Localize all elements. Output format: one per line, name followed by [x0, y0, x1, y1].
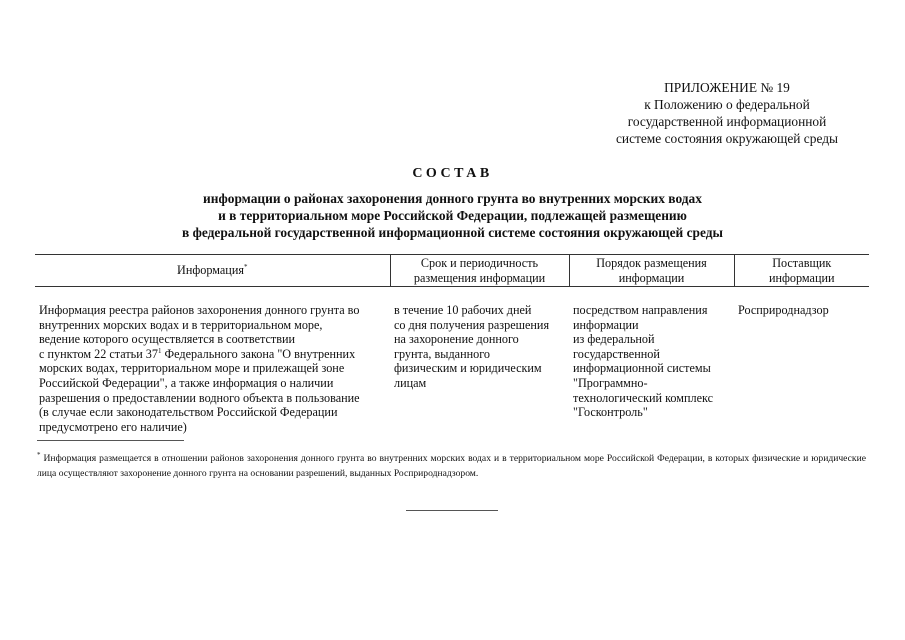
cell-information: Информация реестра районов захоронения донного грунта во внутренних морских водах и в территориальном море, ведение которого осуществляется в соответствии с пунктом 22 статьи $37^1$ Федерального закона "О внутренних морских водах, территориальном море и прилежащей зоне Российской Федерации", а также информация о наличии разрешения о предоставлении водного объекта в пользование (в случае если законодательством Российской Федерации предусмотрено его наличие) [39, 303, 360, 434]
appendix-header [597, 79, 857, 147]
footnote-divider [37, 440, 184, 441]
appendix-line: государственной информационной [627, 114, 827, 129]
table-row [35, 287, 869, 435]
composition-table [35, 254, 869, 434]
header-information: Информация* [35, 255, 390, 287]
subtitle-line: в федеральной государственной информационной системе состояния окружающей среды [182, 225, 723, 240]
footnote-text: Информация размещается в отношении районов захоронения донного грунта во внутренних морских водах и в территориальном море Российской Федерации, в которых физические и юридические лица осуществляют захоронение донного грунта на основании разрешений, выданных Росприроднадзором. [37, 453, 866, 479]
appendix-line: к Положению о федеральной [644, 97, 810, 112]
footnote-mark: * [37, 450, 41, 459]
cell-order: посредством направления информации из федеральной государственной информационной системы "Программно- технологический комплекс "Госконтроль" [573, 303, 714, 420]
end-divider [406, 510, 498, 511]
subtitle-line: информации о районах захоронения донного грунта во внутренних морских водах [203, 191, 702, 206]
cell-supplier: Росприроднадзор [738, 303, 829, 317]
document-subtitle [0, 190, 905, 241]
footnote [37, 451, 866, 481]
document-title: СОСТАВ [412, 166, 493, 181]
table-header-row [35, 255, 869, 287]
header-order: Порядок размещения информации [569, 255, 734, 287]
footnote-mark: * [243, 263, 248, 272]
header-supplier: Поставщик информации [734, 255, 869, 287]
appendix-line: системе состояния окружающей среды [615, 131, 839, 146]
header-period: Срок и периодичность размещения информации [390, 255, 569, 287]
subtitle-line: и в территориальном море Российской Федерации, подлежащей размещению [218, 208, 687, 223]
appendix-number: ПРИЛОЖЕНИЕ № 19 [664, 80, 790, 95]
cell-period: в течение 10 рабочих дней со дня получения разрешения на захоронение донного грунта, выданного физическим и юридическим лицам [394, 303, 550, 390]
